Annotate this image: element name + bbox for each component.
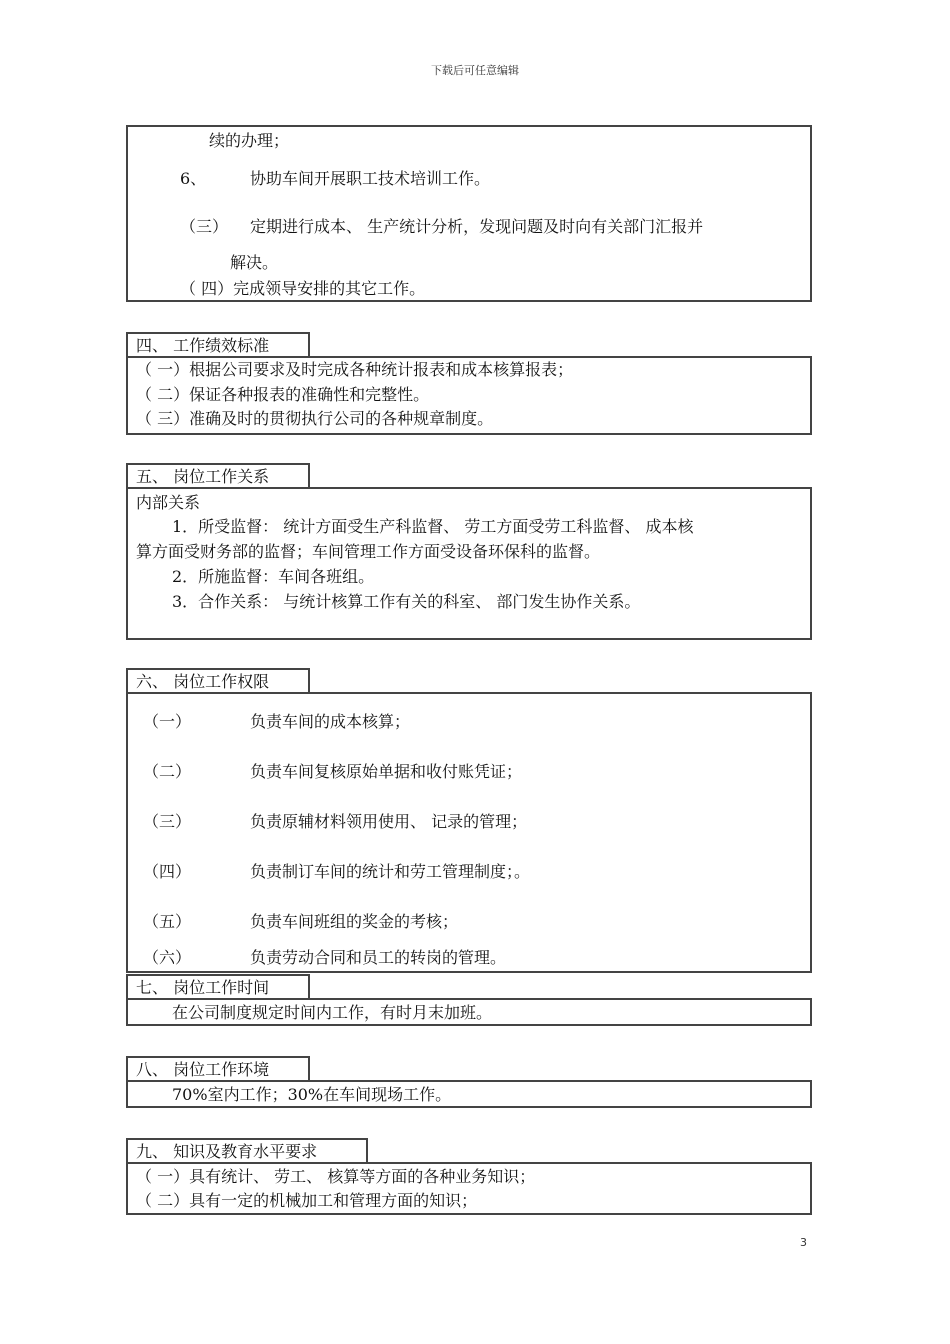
item-3-text: 定期进行成本、 生产统计分析，发现问题及时向有关部门汇报并	[250, 217, 704, 236]
section-6-item-4-number: （四）	[143, 862, 192, 881]
section-5-line-1: 1．所受监督： 统计方面受生产科监督、 劳工方面受劳工科监督、 成本核	[172, 517, 694, 536]
section-5-line-3: 3．合作关系： 与统计核算工作有关的科室、 部门发生协作关系。	[172, 592, 641, 611]
section-6-item-2-number: （二）	[143, 762, 192, 781]
continuation-line: 续的办理；	[209, 131, 290, 150]
section-6-item-3-number: （三）	[143, 812, 192, 831]
section-5-title: 五、 岗位工作关系	[126, 463, 310, 489]
section-6-item-2-text: 负责车间复核原始单据和收付账凭证；	[250, 762, 523, 781]
page-header-note: 下载后可任意编辑	[431, 64, 519, 77]
section-9-item-2: （ 二）具有一定的机械加工和管理方面的知识；	[136, 1191, 478, 1210]
section-9-title: 九、 知识及教育水平要求	[126, 1138, 368, 1164]
section-8-title: 八、 岗位工作环境	[126, 1056, 310, 1082]
section-8-text: 70%室内工作；30%在车间现场工作。	[172, 1085, 452, 1104]
section-6-box	[126, 692, 812, 973]
section-5-line-1b: 算方面受财务部的监督；车间管理工作方面受设备环保科的监督。	[136, 542, 601, 561]
continuation-box	[126, 125, 812, 302]
section-4-item-2: （ 二）保证各种报表的准确性和完整性。	[136, 385, 430, 404]
item-4-text: （ 四）完成领导安排的其它工作。	[180, 279, 426, 298]
section-6-item-5-text: 负责车间班组的奖金的考核；	[250, 912, 459, 931]
section-9-item-1: （ 一）具有统计、 劳工、 核算等方面的各种业务知识；	[136, 1167, 536, 1186]
section-6-item-6-number: （六）	[143, 948, 192, 967]
section-6-item-5-number: （五）	[143, 912, 192, 931]
section-5-box	[126, 487, 812, 640]
section-7-title: 七、 岗位工作时间	[126, 974, 310, 1000]
section-4-item-3: （ 三）准确及时的贯彻执行公司的各种规章制度。	[136, 409, 494, 428]
section-6-item-6-text: 负责劳动合同和员工的转岗的管理。	[250, 948, 507, 967]
item-3-number: （三）	[180, 217, 229, 236]
item-6-number: 6、	[180, 169, 207, 188]
section-5-subtitle: 内部关系	[136, 493, 201, 512]
page-number: 3	[800, 1236, 807, 1249]
section-7-text: 在公司制度规定时间内工作，有时月末加班。	[172, 1003, 493, 1022]
section-4-title: 四、 工作绩效标准	[126, 332, 310, 358]
section-6-item-3-text: 负责原辅材料领用使用、 记录的管理；	[250, 812, 528, 831]
section-5-line-2: 2．所施监督：车间各班组。	[172, 567, 375, 586]
item-6-text: 协助车间开展职工技术培训工作。	[250, 169, 491, 188]
section-6-title: 六、 岗位工作权限	[126, 668, 310, 694]
section-6-item-1-number: （一）	[143, 712, 192, 731]
section-6-item-4-text: 负责制订车间的统计和劳工管理制度；。	[250, 862, 531, 881]
item-3-continuation: 解决。	[230, 253, 279, 272]
section-6-item-1-text: 负责车间的成本核算；	[250, 712, 411, 731]
section-4-item-1: （ 一）根据公司要求及时完成各种统计报表和成本核算报表；	[136, 360, 574, 379]
